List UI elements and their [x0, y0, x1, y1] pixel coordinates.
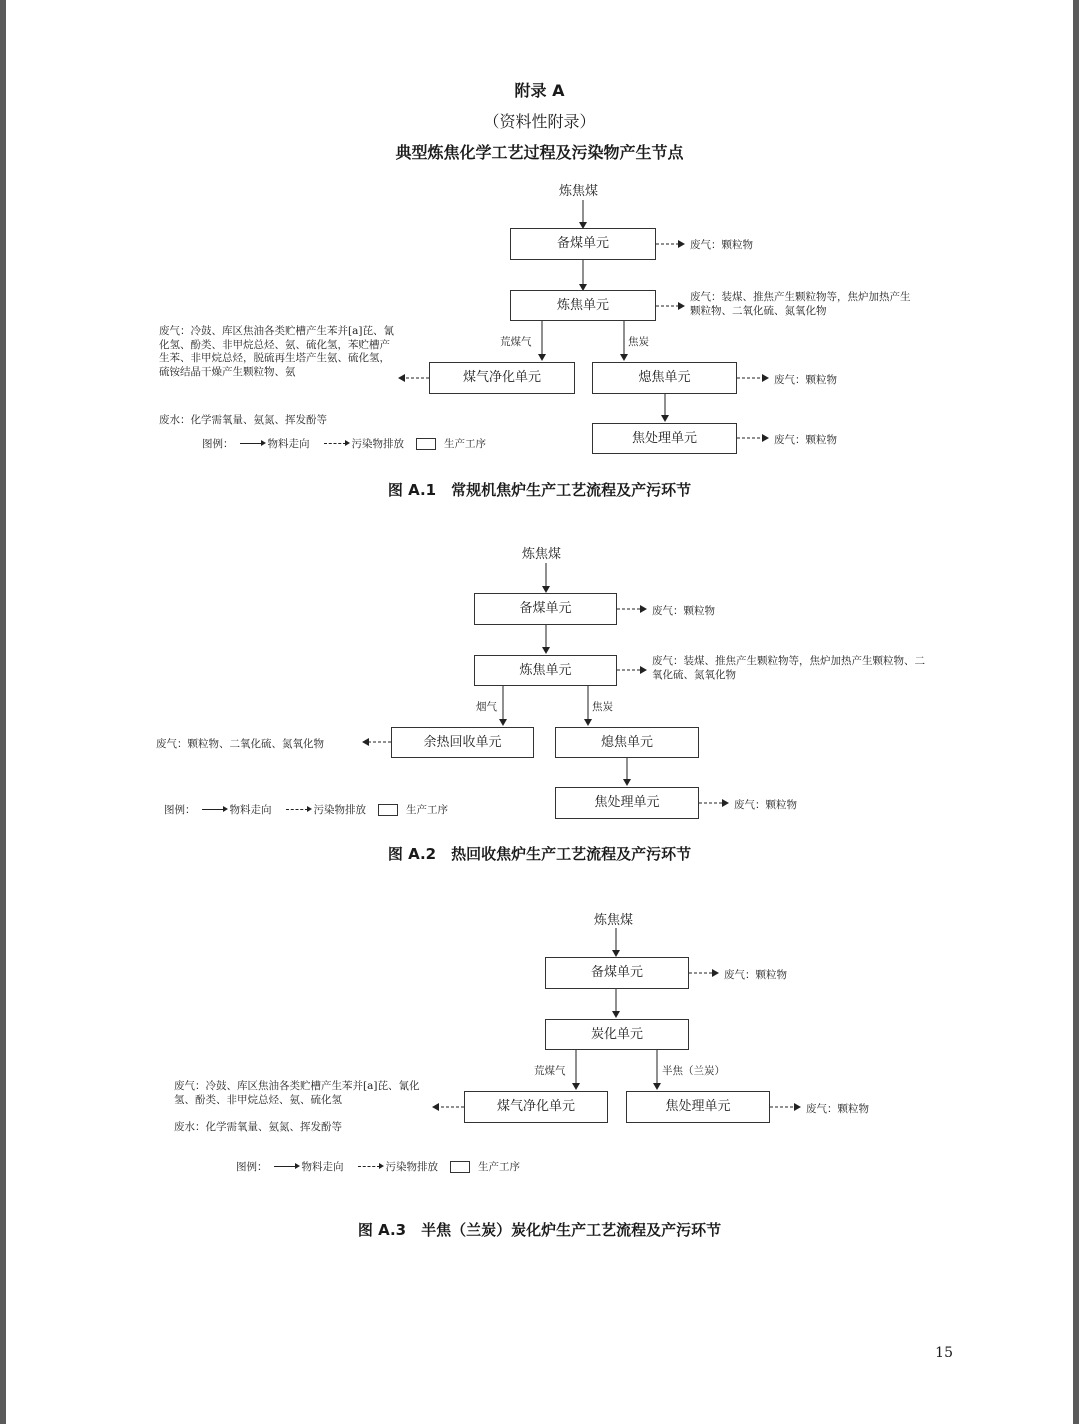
fig1-label-coke: 焦炭: [628, 336, 649, 348]
fig3-label-raw-gas: 荒煤气: [534, 1065, 566, 1077]
fig3-input-label: 炼焦煤: [594, 913, 634, 928]
fig1-box-coal-prep: 备煤单元: [510, 228, 656, 260]
fig3-legend: [236, 1159, 520, 1174]
fig2-emission-coking: 废气：装煤、推焦产生颗粒物等，焦炉加热产生颗粒物、二氧化硫、氮氧化物: [652, 655, 925, 681]
fig1-box-quenching: 熄焦单元: [592, 362, 737, 394]
page-number: 15: [935, 1345, 953, 1361]
fig3-box-coal-prep: 备煤单元: [545, 957, 689, 989]
fig2-box-coal-prep: 备煤单元: [474, 593, 617, 625]
fig3-box-carbonization: 炭化单元: [545, 1019, 689, 1050]
legend-prefix: 图例：: [236, 1161, 268, 1173]
process-box-icon: [416, 438, 436, 450]
fig1-emission-quench: 废气：颗粒物: [774, 374, 837, 386]
solid-arrow-icon: [202, 809, 224, 810]
fig3-label-semi-coke: 半焦（兰炭）: [662, 1065, 725, 1077]
legend-pollutant: 污染物排放: [313, 804, 366, 816]
fig2-emission-coke: 废气：颗粒物: [734, 799, 797, 811]
fig3-box-gas-purification: 煤气净化单元: [464, 1091, 608, 1123]
legend-prefix: 图例：: [202, 438, 234, 450]
appendix-heading: 附录 A: [514, 81, 565, 100]
fig1-emission-coking: 废气：装煤、推焦产生颗粒物等，焦炉加热产生颗粒物、二氧化硫、氮氧化物: [690, 291, 911, 317]
appendix-note: （资料性附录）: [483, 112, 596, 131]
fig3-emission-gas: 废气：冷鼓、库区焦油各类贮槽产生苯并[a]芘、氰化氢、酚类、非甲烷总烃、氨、硫化氢: [174, 1080, 420, 1106]
fig2-box-quenching: 熄焦单元: [555, 727, 699, 758]
fig1-input-label: 炼焦煤: [559, 184, 599, 199]
fig3-box-coke-handling: 焦处理单元: [626, 1091, 770, 1123]
fig1-legend: [202, 436, 486, 451]
fig1-emission-gas: 废气：冷鼓、库区焦油各类贮槽产生苯并[a]芘、氰化氢、酚类、非甲烷总烃、氨、硫化氢，苯贮槽产生苯、非甲烷总烃，脱硫再生塔产生氨、硫化氢，硫铵结晶干燥产生颗粒物、氨: [159, 325, 394, 378]
legend-pollutant: 污染物排放: [385, 1161, 438, 1173]
fig3-emission-prep: 废气：颗粒物: [724, 969, 787, 981]
process-box-icon: [378, 804, 398, 816]
fig2-box-coke-handling: 焦处理单元: [555, 787, 699, 819]
legend-pollutant: 污染物排放: [351, 438, 404, 450]
solid-arrow-icon: [240, 443, 262, 444]
flow-lines: [6, 0, 1073, 1424]
legend-process: 生产工序: [406, 804, 448, 816]
dashed-arrow-icon: [286, 809, 308, 810]
fig1-box-coke-handling: 焦处理单元: [592, 423, 737, 454]
dashed-arrow-icon: [358, 1166, 380, 1167]
fig1-emission-coke: 废气：颗粒物: [774, 434, 837, 446]
fig2-label-flue: 烟气: [476, 701, 497, 713]
fig2-input-label: 炼焦煤: [522, 547, 562, 562]
fig3-emission-wastewater: 废水：化学需氧量、氨氮、挥发酚等: [174, 1121, 342, 1133]
fig2-label-coke: 焦炭: [592, 701, 613, 713]
document-page: [6, 0, 1073, 1424]
fig3-caption: 图 A.3 半焦（兰炭）炭化炉生产工艺流程及产污环节: [357, 1221, 722, 1239]
fig2-caption: 图 A.2 热回收焦炉生产工艺流程及产污环节: [387, 845, 692, 863]
legend-material: 物料走向: [229, 804, 272, 816]
fig1-emission-wastewater: 废水：化学需氧量、氨氮、挥发酚等: [159, 414, 327, 426]
fig2-emission-prep: 废气：颗粒物: [652, 605, 715, 617]
fig2-box-coking: 炼焦单元: [474, 655, 617, 686]
legend-material: 物料走向: [301, 1161, 344, 1173]
legend-prefix: 图例：: [164, 804, 196, 816]
fig1-caption: 图 A.1 常规机焦炉生产工艺流程及产污环节: [387, 481, 692, 499]
fig2-box-heat-recovery: 余热回收单元: [391, 727, 534, 758]
legend-process: 生产工序: [478, 1161, 520, 1173]
legend-material: 物料走向: [267, 438, 310, 450]
solid-arrow-icon: [274, 1166, 296, 1167]
fig1-box-coking: 炼焦单元: [510, 290, 656, 321]
fig1-label-raw-gas: 荒煤气: [500, 336, 532, 348]
process-box-icon: [450, 1161, 470, 1173]
fig2-legend: [164, 802, 448, 817]
fig2-emission-heat: 废气：颗粒物、二氧化硫、氮氧化物: [156, 738, 324, 750]
fig1-emission-prep: 废气：颗粒物: [690, 239, 753, 251]
legend-process: 生产工序: [444, 438, 486, 450]
dashed-arrow-icon: [324, 443, 346, 444]
fig1-box-gas-purification: 煤气净化单元: [429, 362, 575, 394]
appendix-title: 典型炼焦化学工艺过程及污染物产生节点: [395, 143, 684, 162]
fig3-emission-coke: 废气：颗粒物: [806, 1103, 869, 1115]
